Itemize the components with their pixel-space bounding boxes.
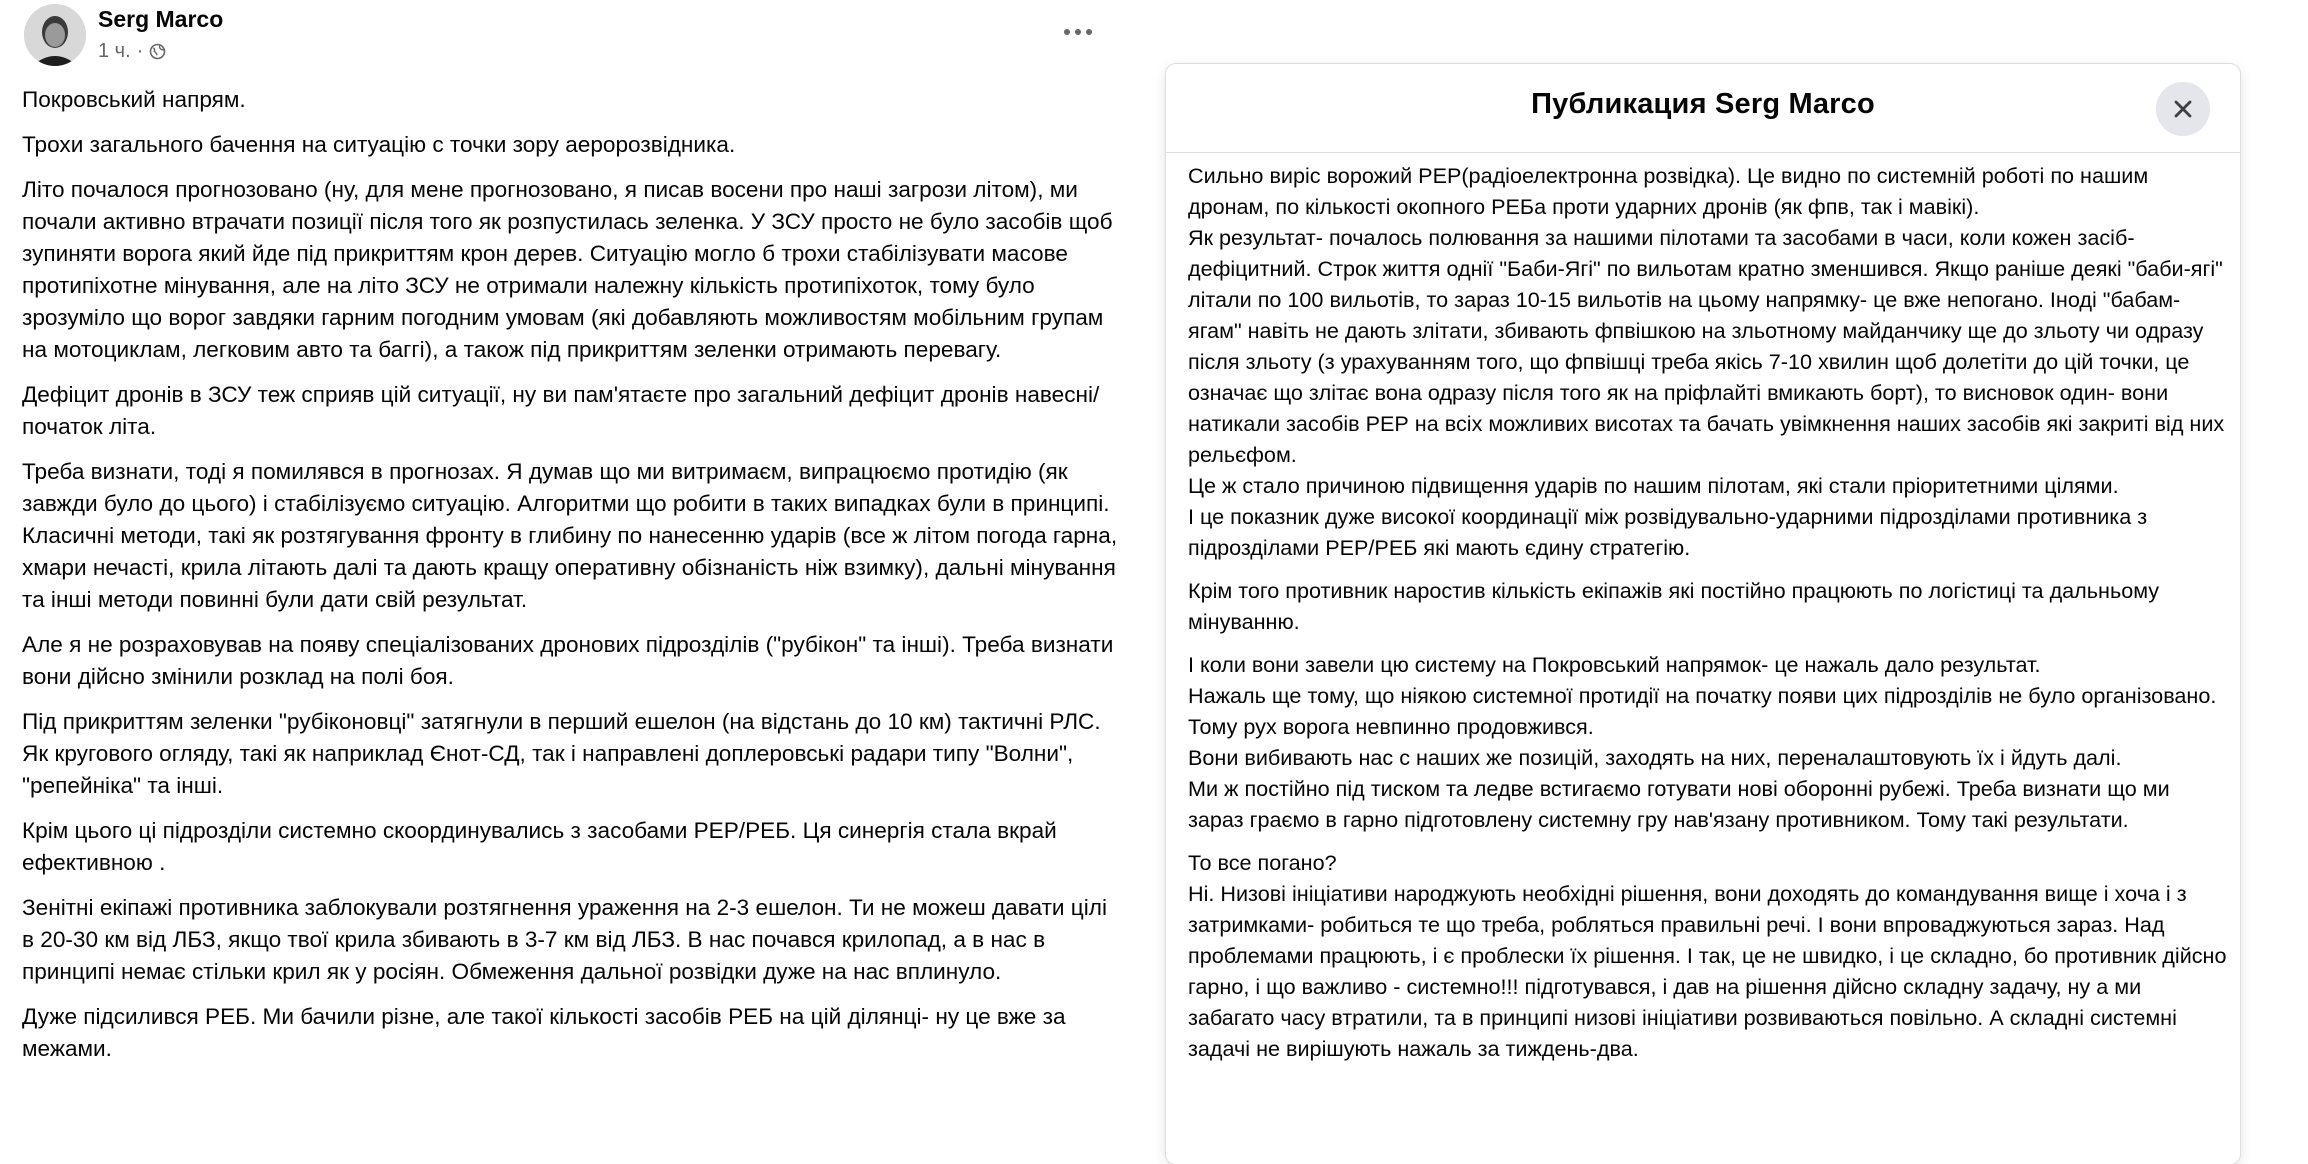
post-paragraph: Трохи загального бачення на ситуацію с точки зору аеророзвідника. — [22, 132, 736, 157]
post-paragraph: Дуже підсилився РЕБ. Ми бачили різне, але такої кількості засобів РЕБ на цій ділянці- ну це вже за межами. — [22, 1004, 1066, 1061]
author-name[interactable]: Serg Marco — [98, 6, 224, 32]
dialog-paragraph: Крім того противник наростив кількість екіпажів які постійно працюють по логістиці та дальньому мінуванню. — [1188, 578, 2160, 634]
dialog-paragraph: То все погано? Ні. Низові ініціативи народжують необхідні рішення, вони доходять до командування вище і хоча і з затримками- робиться те що треба, робляться правильні речі. І вони впроваджуються зараз. Над проблемами працюють, і є проблески їх рішення. І так, це не швидко, і це складно, бо противник дійсно гарно, і що важливо - системно!!! підготувався, і дав на рішення дійсно складну задачу, ну а ми забагато часу втратили, та в принципі низові ініціативи розвиваються повільно. А складні системні задачі не вирішують нажаль за тиждень-два. — [1188, 850, 2227, 1061]
meta-separator: · — [136, 40, 144, 62]
post-paragraph: Крім цього ці підрозділи системно скоординувались з засобами РЕР/РЕБ. Ця синергія стала вкрай ефективною . — [22, 818, 1057, 875]
dialog-text — [1188, 160, 2228, 1076]
dialog-title: Публикация Serg Marco — [1531, 88, 1875, 120]
dialog-paragraph: І коли вони завели цю систему на Покровський напрямок- це нажаль дало результат. Нажаль ще тому, що ніякою системної протидії на початку появи цих підрозділів не було організовано. Тому рух ворога невпинно продовжився. Вони вибивають нас с наших же позицій, заходять на них, переналаштовують їх і йдуть далі. Ми ж постійно під тиском та ледве встигаємо готувати нові оборонні рубежі. Треба визнати що ми зараз граємо в гарно підготовлену системну гру нав'язану противником. Тому такі результати. — [1188, 652, 2217, 832]
post-paragraph: Треба визнати, тоді я помилявся в прогнозах. Я думав що ми витримаєм, випрацюємо протидію (як завжди було до цього) і стабілізуємо ситуацію. Алгоритми що робити в таких випадках були в принципі. Класичні методи, такі як розтягування фронту в глибину по нанесенню ударів (все ж літом погода гарна, хмари нечасті, крила літають далі та дають кращу оперативну обізнаність ніж взимку), дальні мінування та інші методи повинні були дати свій результат. — [22, 459, 1118, 612]
close-icon — [2171, 97, 2195, 121]
post-meta — [98, 40, 166, 63]
post-paragraph: Під прикриттям зеленки "рубіконовці" затягнули в перший ешелон (на відстань до 10 км) тактичні РЛС. Як кругового огляду, такі як наприклад Єнот-СД, так і направлені доплеровські радари типу "Волни", "репейніка" та інші. — [22, 709, 1101, 798]
post-paragraph: Дефіцит дронів в ЗСУ теж сприяв цій ситуації, ну ви пам'ятаєте про загальний дефіцит дронів навесні/початок літа. — [22, 382, 1100, 439]
post-text — [22, 84, 1122, 1078]
post-paragraph: Зенітні екіпажі противника заблокували розтягнення ураження на 2-3 ешелон. Ти не можеш давати цілі в 20-30 км від ЛБЗ, якщо твої крила збивають в 3-7 км від ЛБЗ. В нас почався крилопад, а в нас в принципі немає стільки крил як у росіян. Обмеження дальної розвідки дуже на нас вплинуло. — [22, 895, 1107, 984]
globe-icon — [149, 43, 166, 60]
publication-dialog — [1166, 64, 2240, 1164]
dialog-paragraph: Сильно виріс ворожий РЕР(радіоелектронна розвідка). Це видно по системній роботі по нашим дронам, по кількості окопного РЕБа проти ударних дронів (як фпв, так і мавікі). Як результат- почалось полювання за нашими пілотами та засобами в часи, коли кожен засіб-дефіцитний. Строк життя однії "Баби-Ягі" по вильотам кратно зменшився. Якщо раніше деякі "баби-ягі" літали по 100 вильотів, то зараз 10-15 вильотів на цьому напрямку- це вже непогано. Іноді "бабам-ягам" навіть не дають злітати, збивають фпвішкою на зльотному майданчику ще до зльоту чи одразу після зльоту (з урахуванням того, що фпвішці треба якісь 7-10 хвилин щоб долетіти до цій точки, це означає що злітає вона одразу після того як на пріфлайті вмикають борт), то висновок один- вони натикали засобів РЕР на всіх можливих висотах та бачать увімкнення наших засобів які закриті від них рельєфом. Це ж стало причиною підвищення ударів по нашим пілотам, які стали пріоритетними цілями. І це показник дуже високої координації між розвідувально-ударними підрозділами противника з підрозділами РЕР/РЕБ які мають єдину стратегію. — [1188, 163, 2225, 560]
avatar[interactable] — [24, 4, 86, 66]
avatar-photo — [24, 4, 86, 66]
post-paragraph: Покровський напрям. — [22, 87, 246, 112]
post-paragraph: Але я не розраховував на появу спеціалізованих дронових підрозділів ("рубікон" та інші). Треба визнати вони дійсно змінили розклад на полі боя. — [22, 632, 1114, 689]
post-time[interactable]: 1 ч. — [98, 40, 131, 62]
close-button[interactable] — [2156, 82, 2210, 136]
more-options-icon[interactable] — [1058, 12, 1098, 52]
dialog-header — [1166, 64, 2240, 153]
post — [0, 0, 1140, 1148]
post-paragraph: Літо почалося прогнозовано (ну, для мене прогнозовано, я писав восени про наші загрози літом), ми почали активно втрачати позиції після того як розпустилась зеленка. У ЗСУ просто не було засобів щоб зупиняти ворога який йде під прикриттям крон дерев. Ситуацію могло б трохи стабілізувати масове протипіхотне мінування, але на літо ЗСУ не отримали належну кількість протипіхоток, тому було зрозуміло що ворог завдяки гарним погодним умовам (які добавляють можливостям мобільним групам на мотоциклам, легковим авто та баггі), а також під прикриттям зеленки отримають перевагу. — [22, 177, 1113, 362]
